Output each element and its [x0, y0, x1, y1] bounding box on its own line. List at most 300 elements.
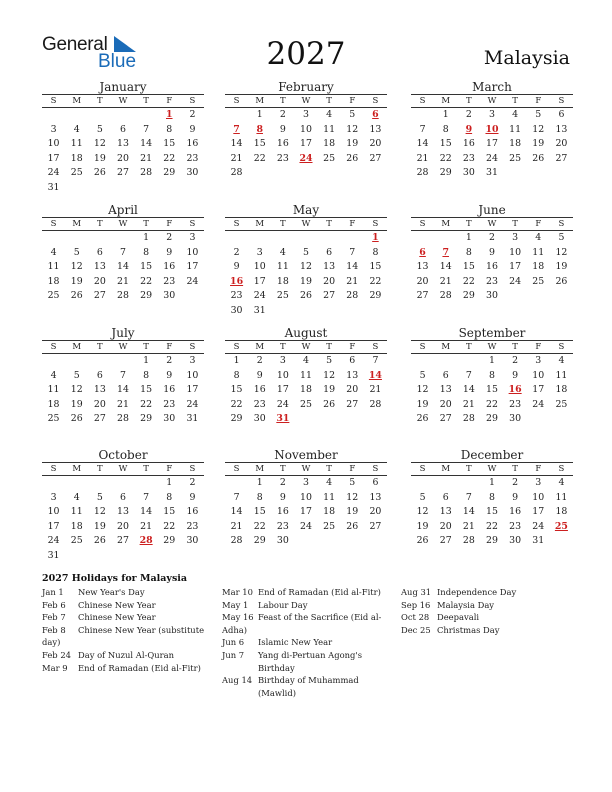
day-cell: 26: [93, 535, 106, 547]
month-title: April: [42, 203, 204, 218]
month-november: [225, 448, 387, 549]
day-cell: 2: [465, 109, 472, 120]
day-cell: 30: [253, 413, 266, 425]
week-row: [42, 166, 204, 181]
day-cell: 22: [486, 520, 498, 532]
week-row: [411, 354, 573, 369]
day-cell: 18: [323, 138, 336, 150]
day-cell: 28: [462, 413, 475, 425]
empty-cell: [457, 476, 480, 491]
day-cell: 1: [143, 355, 150, 366]
day-cell: 24: [276, 398, 289, 410]
holiday-row: [401, 599, 571, 612]
day-cell: 15: [230, 384, 243, 396]
week-row: [42, 246, 204, 261]
day-cell: 3: [512, 232, 519, 243]
empty-cell: [88, 476, 111, 491]
holiday-day-cell: 6: [372, 109, 379, 120]
weekday-header: S: [411, 218, 434, 231]
empty-cell: [550, 412, 573, 427]
day-cell: 4: [73, 491, 80, 503]
weekday-header: F: [527, 463, 550, 476]
holiday-row: [42, 586, 214, 599]
holiday-row: [222, 586, 394, 599]
day-cell: 16: [163, 384, 176, 396]
empty-cell: [364, 304, 387, 319]
weekday-header: S: [225, 463, 248, 476]
day-cell: 29: [369, 290, 382, 302]
day-cell: 26: [323, 398, 336, 410]
week-row: [411, 398, 573, 413]
day-cell: 16: [276, 138, 289, 150]
holiday-name: Deepavali: [437, 612, 480, 623]
day-cell: 29: [486, 535, 498, 547]
empty-cell: [294, 231, 317, 246]
weekday-header: S: [411, 95, 434, 108]
weekday-header: W: [111, 463, 134, 476]
weekday-header: W: [480, 463, 503, 476]
day-cell: 5: [349, 109, 356, 120]
day-cell: 17: [186, 384, 199, 396]
empty-cell: [318, 304, 341, 319]
week-row: [411, 369, 573, 384]
week-row: [42, 398, 204, 413]
empty-cell: [135, 549, 158, 564]
day-cell: 9: [166, 369, 173, 381]
day-cell: 3: [303, 477, 309, 488]
empty-cell: [111, 476, 134, 491]
day-cell: 4: [512, 109, 519, 120]
day-cell: 21: [462, 398, 475, 410]
empty-cell: [318, 534, 341, 549]
day-cell: 24: [186, 398, 199, 410]
day-cell: 27: [323, 290, 336, 302]
weekday-header: M: [248, 218, 271, 231]
weekday-header: S: [42, 463, 65, 476]
day-cell: 17: [300, 506, 312, 518]
week-row: [42, 412, 204, 427]
day-cell: 15: [163, 506, 176, 518]
day-cell: 2: [279, 109, 286, 120]
day-cell: 30: [276, 535, 289, 547]
day-cell: 8: [372, 246, 379, 258]
empty-cell: [504, 166, 527, 181]
day-cell: 28: [140, 167, 153, 179]
week-row: [411, 520, 573, 535]
holiday-row: [42, 649, 214, 662]
day-cell: 18: [555, 384, 568, 396]
day-cell: 29: [163, 535, 176, 547]
weekday-header: T: [504, 218, 527, 231]
day-cell: 28: [230, 167, 243, 179]
holiday-day-cell: 9: [465, 123, 473, 135]
day-cell: 20: [439, 520, 452, 532]
weekday-header: W: [111, 341, 134, 354]
day-cell: 15: [163, 138, 176, 150]
empty-cell: [225, 476, 248, 491]
day-cell: 30: [462, 167, 475, 179]
empty-cell: [65, 476, 88, 491]
empty-cell: [135, 181, 158, 196]
weekday-header: T: [135, 463, 158, 476]
day-cell: 25: [47, 290, 60, 302]
day-cell: 10: [300, 123, 312, 135]
week-row: [411, 412, 573, 427]
month-april: [42, 203, 204, 304]
day-cell: 3: [535, 477, 542, 488]
empty-cell: [434, 476, 457, 491]
day-cell: 13: [416, 261, 429, 273]
day-cell: 20: [439, 398, 452, 410]
weekday-header: M: [248, 463, 271, 476]
empty-cell: [42, 231, 65, 246]
day-cell: 7: [419, 123, 426, 135]
weekday-header: S: [225, 341, 248, 354]
day-cell: 11: [323, 491, 336, 503]
empty-cell: [181, 289, 204, 304]
day-cell: 15: [439, 138, 452, 150]
week-row: [411, 491, 573, 506]
holiday-date: Feb 8: [42, 624, 66, 635]
day-cell: 9: [189, 123, 196, 135]
day-cell: 21: [117, 398, 129, 410]
day-cell: 9: [489, 246, 495, 258]
day-cell: 3: [50, 491, 57, 503]
weekday-header: T: [88, 218, 111, 231]
month-title: October: [42, 448, 204, 463]
empty-cell: [248, 231, 271, 246]
empty-cell: [341, 304, 364, 319]
month-title: June: [411, 203, 573, 218]
week-row: [42, 181, 204, 196]
weekday-header: M: [65, 463, 88, 476]
day-cell: 26: [532, 152, 545, 164]
day-cell: 29: [230, 413, 243, 425]
day-cell: 5: [96, 123, 103, 135]
weekday-header: S: [550, 218, 573, 231]
weekday-header: F: [527, 218, 550, 231]
weekday-header: T: [504, 341, 527, 354]
holiday-date: Jan 1: [42, 587, 64, 597]
empty-cell: [527, 289, 550, 304]
weekday-header: T: [271, 463, 294, 476]
holiday-row: [401, 624, 571, 637]
day-cell: 24: [486, 152, 498, 164]
day-cell: 19: [416, 398, 429, 410]
day-cell: 11: [300, 369, 312, 381]
weekday-header: M: [65, 95, 88, 108]
empty-cell: [411, 108, 434, 123]
day-cell: 9: [189, 491, 196, 503]
day-cell: 29: [486, 413, 498, 425]
holiday-name: Independence Day: [437, 587, 517, 597]
week-row: [411, 137, 573, 152]
day-cell: 12: [323, 369, 336, 381]
day-cell: 30: [509, 535, 522, 547]
weekday-header: T: [271, 341, 294, 354]
empty-cell: [135, 476, 158, 491]
empty-cell: [411, 354, 434, 369]
day-cell: 28: [346, 290, 359, 302]
day-cell: 23: [462, 152, 475, 164]
day-cell: 15: [140, 261, 153, 273]
day-cell: 17: [47, 152, 60, 164]
holiday-date: May 1: [222, 599, 249, 610]
day-cell: 20: [93, 398, 106, 410]
day-cell: 23: [276, 152, 289, 164]
day-cell: 4: [50, 246, 57, 258]
day-cell: 6: [96, 369, 103, 381]
empty-cell: [550, 289, 573, 304]
day-cell: 6: [442, 369, 449, 381]
week-row: [225, 137, 387, 152]
day-cell: 26: [346, 152, 359, 164]
day-cell: 20: [555, 138, 568, 150]
day-cell: 8: [465, 246, 472, 258]
day-cell: 11: [47, 261, 60, 273]
day-cell: 7: [143, 491, 150, 503]
day-cell: 19: [300, 275, 312, 287]
week-row: [411, 108, 573, 123]
day-cell: 19: [323, 384, 336, 396]
weekday-header: T: [457, 463, 480, 476]
weekday-header: S: [181, 463, 204, 476]
day-cell: 25: [70, 167, 83, 179]
week-row: [42, 231, 204, 246]
day-cell: 3: [189, 232, 196, 243]
day-cell: 18: [300, 384, 312, 396]
holiday-date: Feb 7: [42, 612, 66, 623]
day-cell: 30: [486, 290, 498, 302]
day-cell: 9: [233, 261, 240, 273]
month-july: [42, 326, 204, 427]
day-cell: 8: [489, 491, 495, 503]
week-row: [42, 549, 204, 564]
month-title: July: [42, 326, 204, 341]
day-cell: 17: [300, 138, 312, 150]
day-cell: 9: [512, 369, 519, 381]
weekday-header: W: [480, 218, 503, 231]
day-cell: 20: [117, 520, 129, 532]
week-row: [411, 383, 573, 398]
day-cell: 10: [186, 369, 199, 381]
day-cell: 20: [369, 506, 382, 518]
empty-cell: [88, 108, 111, 123]
week-row: [42, 137, 204, 152]
day-cell: 3: [535, 355, 542, 366]
day-cell: 13: [93, 384, 106, 396]
month-title: February: [225, 80, 387, 95]
holiday-date: Mar 10: [222, 587, 253, 597]
holiday-date: Aug 14: [222, 675, 253, 686]
month-title: March: [411, 80, 573, 95]
day-cell: 28: [230, 535, 243, 547]
day-cell: 5: [73, 246, 80, 258]
holiday-day-cell: 10: [485, 123, 499, 135]
day-cell: 5: [349, 477, 356, 488]
weekday-header: S: [364, 95, 387, 108]
day-cell: 30: [163, 290, 176, 302]
day-cell: 10: [509, 246, 522, 258]
day-cell: 28: [117, 413, 129, 425]
holiday-row: [42, 636, 214, 649]
day-cell: 22: [163, 520, 176, 532]
day-cell: 18: [555, 506, 568, 518]
day-cell: 24: [47, 535, 60, 547]
day-cell: 21: [140, 520, 153, 532]
weekday-header: S: [550, 463, 573, 476]
week-row: [225, 369, 387, 384]
empty-cell: [364, 534, 387, 549]
empty-cell: [294, 412, 317, 427]
day-cell: 22: [369, 275, 382, 287]
day-cell: 17: [486, 138, 498, 150]
day-cell: 22: [140, 275, 153, 287]
day-cell: 29: [163, 167, 176, 179]
week-row: [42, 108, 204, 123]
weekday-header: M: [65, 218, 88, 231]
day-cell: 1: [143, 232, 150, 243]
day-cell: 22: [230, 398, 243, 410]
day-cell: 14: [230, 138, 243, 150]
day-cell: 20: [369, 138, 382, 150]
weekday-header: M: [434, 341, 457, 354]
week-row: [225, 505, 387, 520]
day-cell: 29: [462, 290, 475, 302]
month-december: [411, 448, 573, 549]
day-cell: 6: [96, 246, 103, 258]
day-cell: 27: [117, 535, 129, 547]
day-cell: 31: [47, 549, 60, 561]
weekday-header: S: [364, 341, 387, 354]
empty-cell: [65, 231, 88, 246]
day-cell: 2: [512, 355, 519, 366]
month-title: May: [225, 203, 387, 218]
day-cell: 13: [369, 491, 382, 503]
day-cell: 28: [462, 535, 475, 547]
day-cell: 7: [465, 491, 472, 503]
weekday-header: S: [364, 218, 387, 231]
day-cell: 5: [558, 232, 565, 243]
holiday-date: Feb 6: [42, 599, 66, 610]
day-cell: 11: [323, 123, 336, 135]
weekday-header: M: [434, 95, 457, 108]
day-cell: 15: [462, 261, 475, 273]
weekday-header: F: [341, 95, 364, 108]
day-cell: 29: [253, 535, 266, 547]
holiday-day-cell: 14: [368, 369, 382, 381]
day-cell: 25: [300, 398, 312, 410]
day-cell: 31: [47, 181, 60, 193]
day-cell: 2: [189, 477, 196, 488]
day-cell: 12: [346, 491, 359, 503]
empty-cell: [318, 412, 341, 427]
day-cell: 19: [346, 506, 359, 518]
day-cell: 2: [512, 477, 519, 488]
empty-cell: [411, 476, 434, 491]
day-cell: 22: [486, 398, 498, 410]
day-cell: 9: [166, 246, 173, 258]
holiday-row: [42, 624, 214, 637]
day-cell: 7: [372, 355, 379, 366]
day-cell: 6: [442, 491, 449, 503]
day-cell: 7: [143, 123, 150, 135]
day-cell: 26: [300, 290, 312, 302]
day-cell: 4: [279, 246, 286, 258]
day-cell: 1: [256, 477, 263, 488]
day-cell: 6: [326, 246, 333, 258]
day-cell: 14: [346, 261, 359, 273]
week-row: [42, 505, 204, 520]
day-cell: 6: [120, 123, 126, 135]
week-row: [411, 260, 573, 275]
week-row: [225, 534, 387, 549]
weekday-header: F: [527, 95, 550, 108]
holiday-name: End of Ramadan (Eid al-Fitr): [258, 587, 381, 597]
weekday-header: S: [181, 95, 204, 108]
day-cell: 21: [230, 152, 243, 164]
day-cell: 10: [300, 491, 312, 503]
weekday-header: T: [318, 95, 341, 108]
week-row: [411, 166, 573, 181]
day-cell: 12: [93, 506, 106, 518]
holiday-date: Adha): [222, 624, 248, 635]
day-cell: 28: [369, 398, 382, 410]
weekday-header: F: [527, 341, 550, 354]
holiday-row: [401, 586, 571, 599]
day-cell: 28: [117, 290, 129, 302]
day-cell: 12: [555, 246, 568, 258]
week-row: [225, 231, 387, 246]
day-cell: 7: [465, 369, 472, 381]
day-cell: 24: [509, 275, 522, 287]
day-cell: 24: [532, 520, 545, 532]
week-row: [411, 275, 573, 290]
day-cell: 5: [419, 369, 426, 381]
day-cell: 18: [70, 520, 83, 532]
weekday-header: T: [88, 95, 111, 108]
day-cell: 22: [163, 152, 176, 164]
day-cell: 10: [47, 506, 60, 518]
holiday-name: Feast of the Sacrifice (Eid al-: [258, 612, 382, 623]
empty-cell: [111, 108, 134, 123]
week-row: [225, 304, 387, 319]
week-row: [42, 152, 204, 167]
day-cell: 18: [509, 138, 522, 150]
empty-cell: [65, 549, 88, 564]
week-row: [225, 108, 387, 123]
day-cell: 11: [70, 506, 83, 518]
week-row: [225, 166, 387, 181]
month-title: November: [225, 448, 387, 463]
day-cell: 21: [369, 384, 382, 396]
day-cell: 18: [276, 275, 289, 287]
empty-cell: [42, 108, 65, 123]
weekday-header: S: [411, 341, 434, 354]
day-cell: 3: [279, 355, 286, 366]
holiday-name: End of Ramadan (Eid al-Fitr): [78, 662, 201, 673]
holiday-row: [42, 599, 214, 612]
day-cell: 19: [70, 275, 83, 287]
day-cell: 16: [186, 138, 199, 150]
holiday-date: May 16: [222, 612, 254, 623]
day-cell: 12: [346, 123, 359, 135]
empty-cell: [271, 304, 294, 319]
holiday-name: Chinese New Year (substitute: [78, 624, 205, 635]
day-cell: 22: [439, 152, 452, 164]
day-cell: 12: [416, 506, 429, 518]
day-cell: 10: [47, 138, 60, 150]
